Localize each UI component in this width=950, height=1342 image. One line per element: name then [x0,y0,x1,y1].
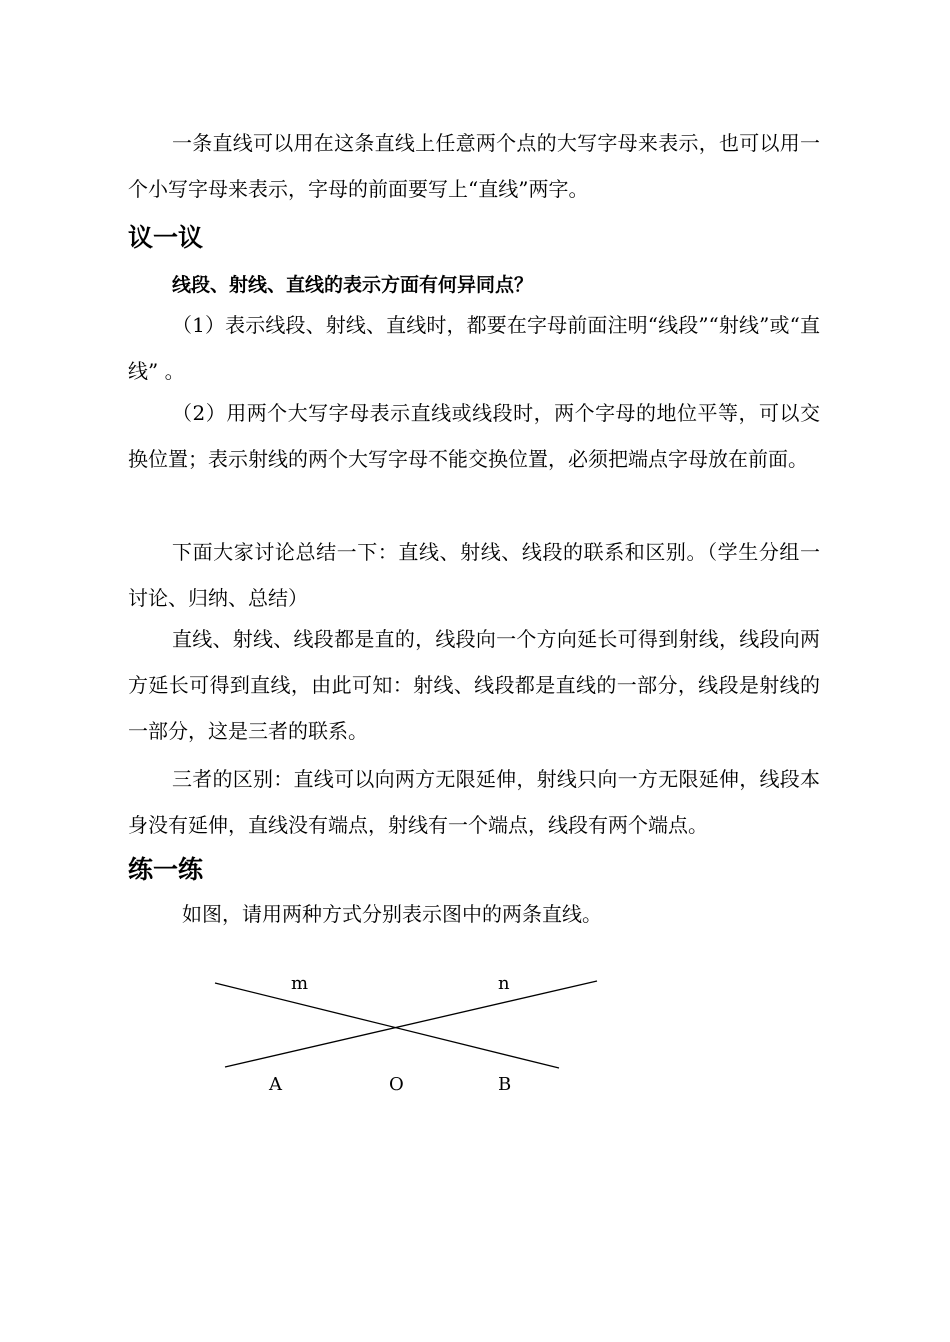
label-m: m [291,973,309,994]
paragraph-difference: 三者的区别：直线可以向两方无限延伸，射线只向一方无限延伸，线段本身没有延伸，直线没有端点，射线有一个端点，线段有两个端点。 [128,767,820,837]
heading-practice: 练一练 [128,855,204,884]
paragraph-point-1: （1）表示线段、射线、直线时，都要在字母前面注明“线段”“射线”或“直线” 。 [128,313,820,383]
label-A: A [269,1074,282,1095]
paragraph-line-notation: 一条直线可以用在这条直线上任意两个点的大写字母来表示，也可以用一个小写字母来表示，字母的前面要写上“直线”两字。 [128,131,820,201]
discuss-question: 线段、射线、直线的表示方面有何异同点？ [172,274,534,296]
line-m [215,983,559,1068]
paragraph-connection: 直线、射线、线段都是直的，线段向一个方向延长可得到射线，线段向两方延长可得到直线，由此可知：射线、线段都是直线的一部分，线段是射线的一部分，这是三者的联系。 [128,627,820,743]
line-n [225,981,597,1067]
heading-discuss: 议一议 [128,223,204,252]
label-B: B [498,1074,512,1095]
paragraph-exercise: 如图，请用两种方式分别表示图中的两条直线。 [182,902,602,926]
label-n: n [498,973,510,994]
paragraph-discussion-prompt: 下面大家讨论总结一下：直线、射线、线段的联系和区别。（学生分组一讨论、归纳、总结） [128,540,820,610]
label-O: O [389,1074,404,1095]
paragraph-point-2: （2）用两个大写字母表示直线或线段时，两个字母的地位平等，可以交换位置；表示射线的两个大写字母不能交换位置，必须把端点字母放在前面。 [128,401,820,471]
